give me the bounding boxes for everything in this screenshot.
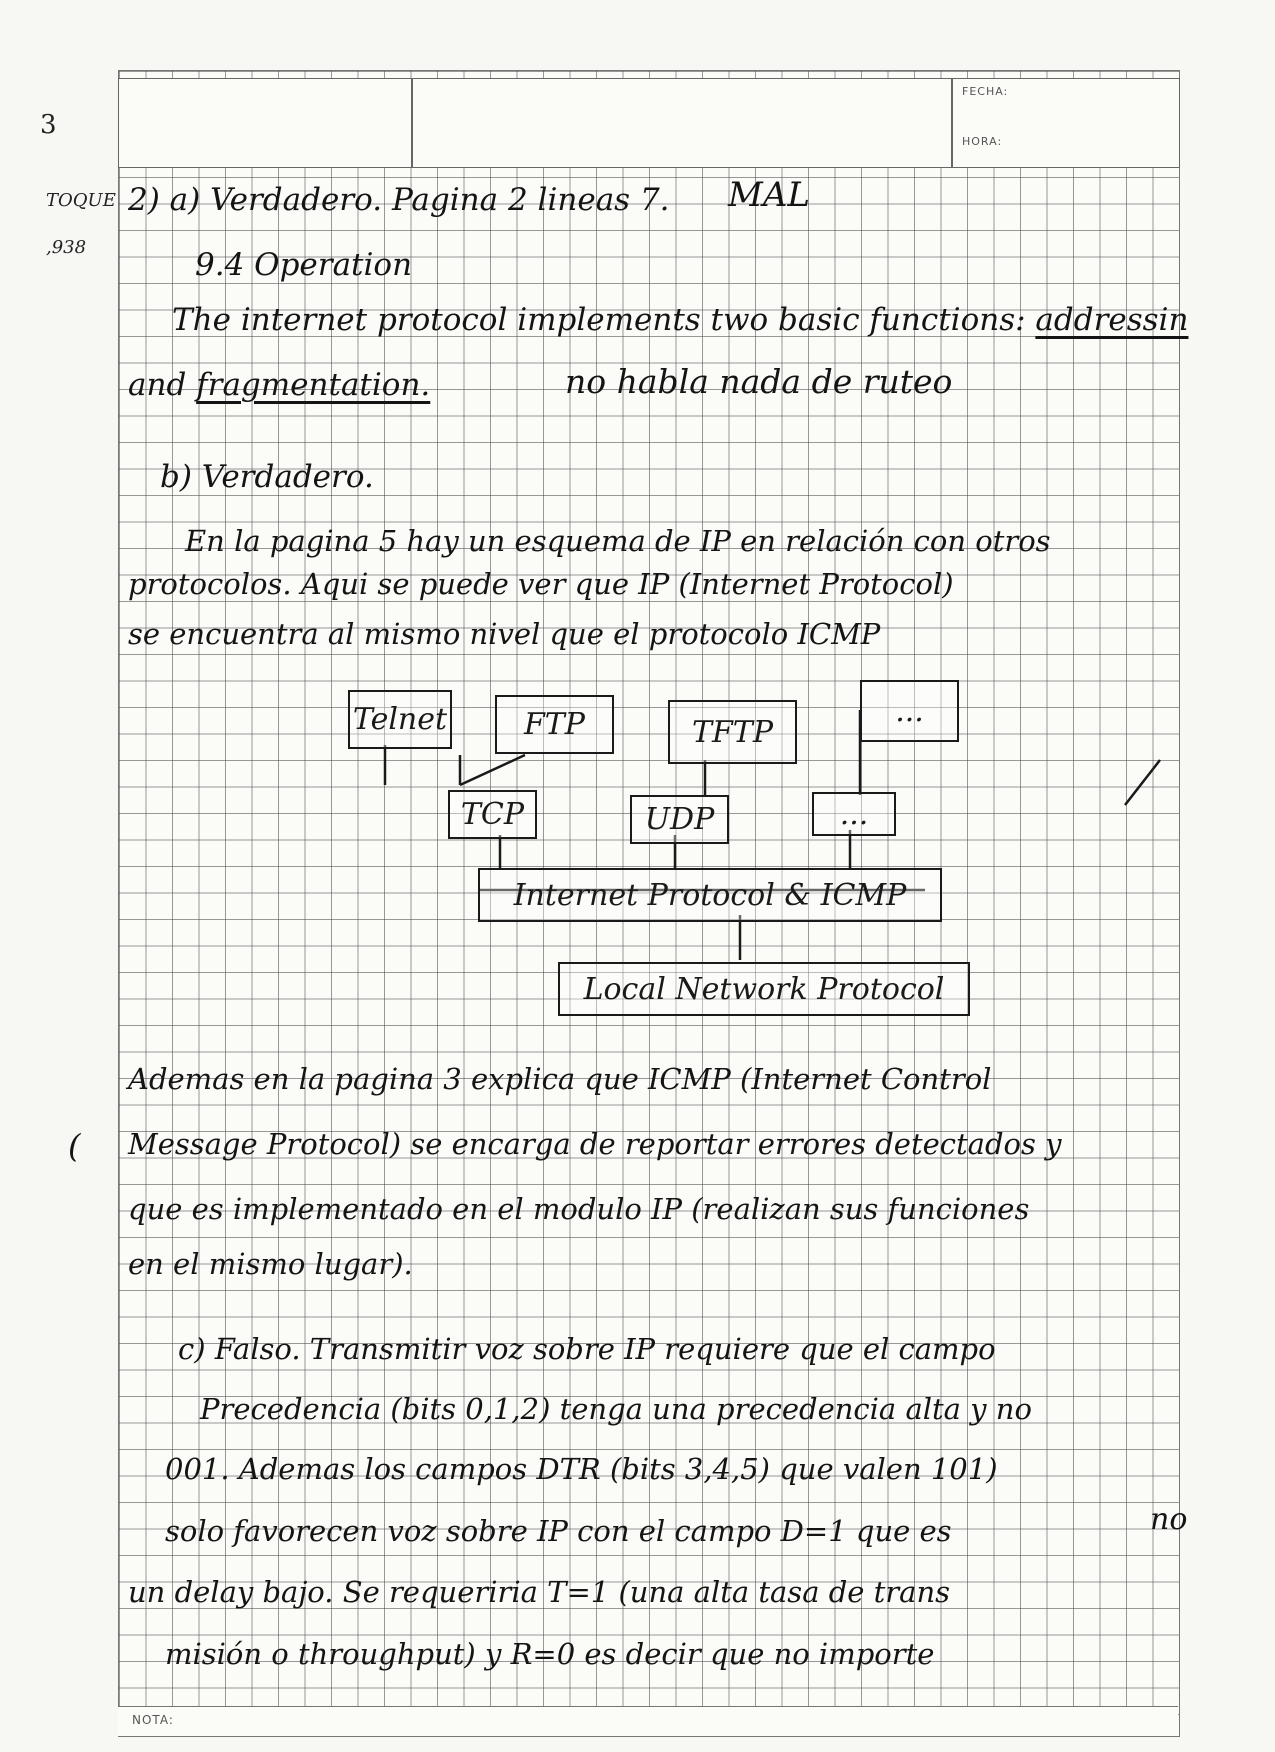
answer-b-paragraph-line-4: en el mismo lugar). [128,1247,413,1281]
quote-line-2 [128,367,431,403]
answer-c-insert-no: no [1150,1502,1188,1537]
header-box-middle [412,78,952,168]
note-footer-box [118,1706,1178,1736]
quote-line-2-text: and [128,367,187,403]
answer-b-line-2: protocolos. Aqui se puede ver que IP (Internet Protocol) [128,567,954,601]
margin-note-line-1: TOQUE [46,190,116,211]
note-field-label: NOTA: [132,1713,174,1727]
answer-b-margin-mark: ( [68,1127,81,1165]
margin-note-line-2: ,938 [46,237,87,258]
answer-b-paragraph-line-3: que es implementado en el modulo IP (realizan sus funciones [128,1192,1030,1226]
protocol-box-local-network: Local Network Protocol [558,962,970,1016]
protocol-box-tftp: TFTP [668,700,797,764]
answer-b-heading: b) Verdadero. [160,459,374,495]
protocol-box-ftp: FTP [495,695,614,754]
teacher-correction: no habla nada de ruteo [565,362,953,401]
quoted-section-title: 9.4 Operation [195,247,413,283]
protocol-box-other-top: ... [860,680,959,742]
answer-c-line-4: solo favorecen voz sobre IP con el campo D=1 que es [165,1514,952,1548]
answer-b-line-1: En la pagina 5 hay un esquema de IP en relación con otros [185,524,1051,558]
answer-c-line-2: Precedencia (bits 0,1,2) tenga una precedencia alta y no [200,1392,1032,1426]
quote-line-1 [172,302,1189,338]
answer-a-heading: 2) a) Verdadero. Pagina 2 lineas 7. [128,182,670,218]
answer-c-line-3: 001. Ademas los campos DTR (bits 3,4,5) que valen 101) [165,1452,998,1486]
time-field-label: HORA: [962,135,1003,148]
answer-b-paragraph-line-2: Message Protocol) se encarga de reportar errores detectados y [128,1127,1062,1161]
answer-c-line-1: c) Falso. Transmitir voz sobre IP requiere que el campo [178,1332,996,1366]
quote-underlined-addressing: addressin [1035,302,1189,338]
quote-line-1-text: The internet protocol implements two basic functions: [172,302,1026,338]
protocol-box-ip-icmp: Internet Protocol & ICMP [478,868,942,922]
protocol-box-tcp: TCP [448,790,537,839]
teacher-mark: MAL [728,175,810,215]
answer-c-line-5: un delay bajo. Se requeriria T=1 (una alta tasa de trans [128,1575,951,1609]
page-number: 3 [40,110,57,140]
protocol-box-other-middle: ... [812,792,896,836]
answer-b-paragraph-line-1: Ademas en la pagina 3 explica que ICMP (Internet Control [128,1062,992,1096]
protocol-box-telnet: Telnet [348,690,452,749]
answer-c-line-6: misión o throughput) y R=0 es decir que no importe [165,1637,935,1671]
protocol-box-udp: UDP [630,795,729,844]
answer-b-line-3: se encuentra al mismo nivel que el protocolo ICMP [128,617,881,651]
quote-underlined-fragmentation: fragmentation. [196,367,431,403]
date-field-label: FECHA: [962,85,1009,98]
header-box-left [118,78,412,168]
